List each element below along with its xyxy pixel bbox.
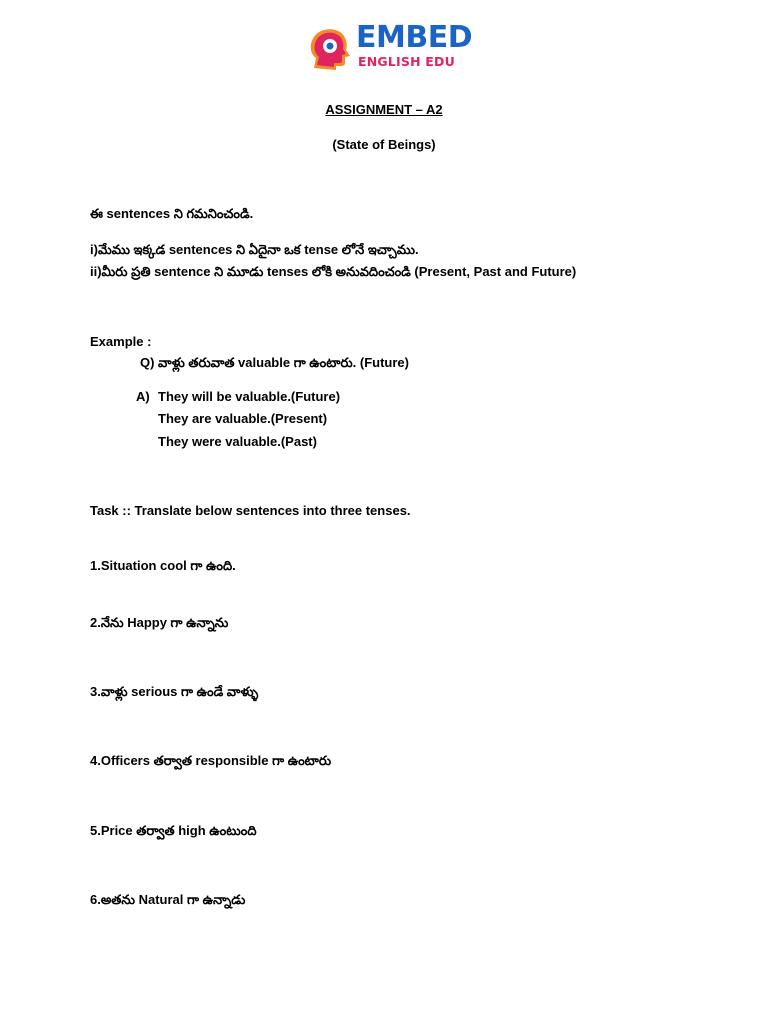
task-sentence: 3.వాళ్లు serious గా ఉండే వాళ్ళు <box>90 684 259 699</box>
answer-future: They will be valuable.(Future) <box>158 389 341 404</box>
task-sentence: 5.Price తర్వాత high ఉంటుంది <box>90 823 257 838</box>
instruction-intro: ఈ sentences ని గమనించండి. <box>90 206 254 221</box>
instruction-point-2: ii)మీరు ప్రతి sentence ని మూడు tenses లోకి అనువదించండి (Present, Past and Future) <box>90 264 577 279</box>
answer-past: They were valuable.(Past) <box>158 434 317 449</box>
assignment-title: ASSIGNMENT – A2 <box>325 102 443 117</box>
logo-wordmark: EMBED <box>356 20 473 55</box>
assignment-subtitle: (State of Beings) <box>332 137 436 152</box>
task-sentence: 1.Situation cool గా ఉంది. <box>90 558 236 573</box>
example-question: Q) వాళ్లు తరువాత valuable గా ఉంటారు. (Future) <box>140 355 409 370</box>
task-label: Task :: Translate below sentences into three tenses. <box>90 503 411 518</box>
answer-present: They are valuable.(Present) <box>158 411 328 426</box>
answer-marker: A) <box>136 389 150 404</box>
task-sentence: 4.Officers తర్వాత responsible గా ఉంటారు <box>90 753 332 768</box>
task-sentence: 2.నేను Happy గా ఉన్నాను <box>90 615 229 630</box>
embed-logo <box>306 20 473 76</box>
logo-tagline: ENGLISH EDU <box>358 54 455 69</box>
task-sentence: 6.అతను Natural గా ఉన్నాడు <box>90 892 246 907</box>
instruction-point-1: i)మేము ఇక్కడ sentences ని ఏదైనా ఒక tense లోనే ఇచ్చాము. <box>90 242 419 257</box>
head-silhouette-icon <box>306 24 354 72</box>
example-label: Example : <box>90 334 152 349</box>
